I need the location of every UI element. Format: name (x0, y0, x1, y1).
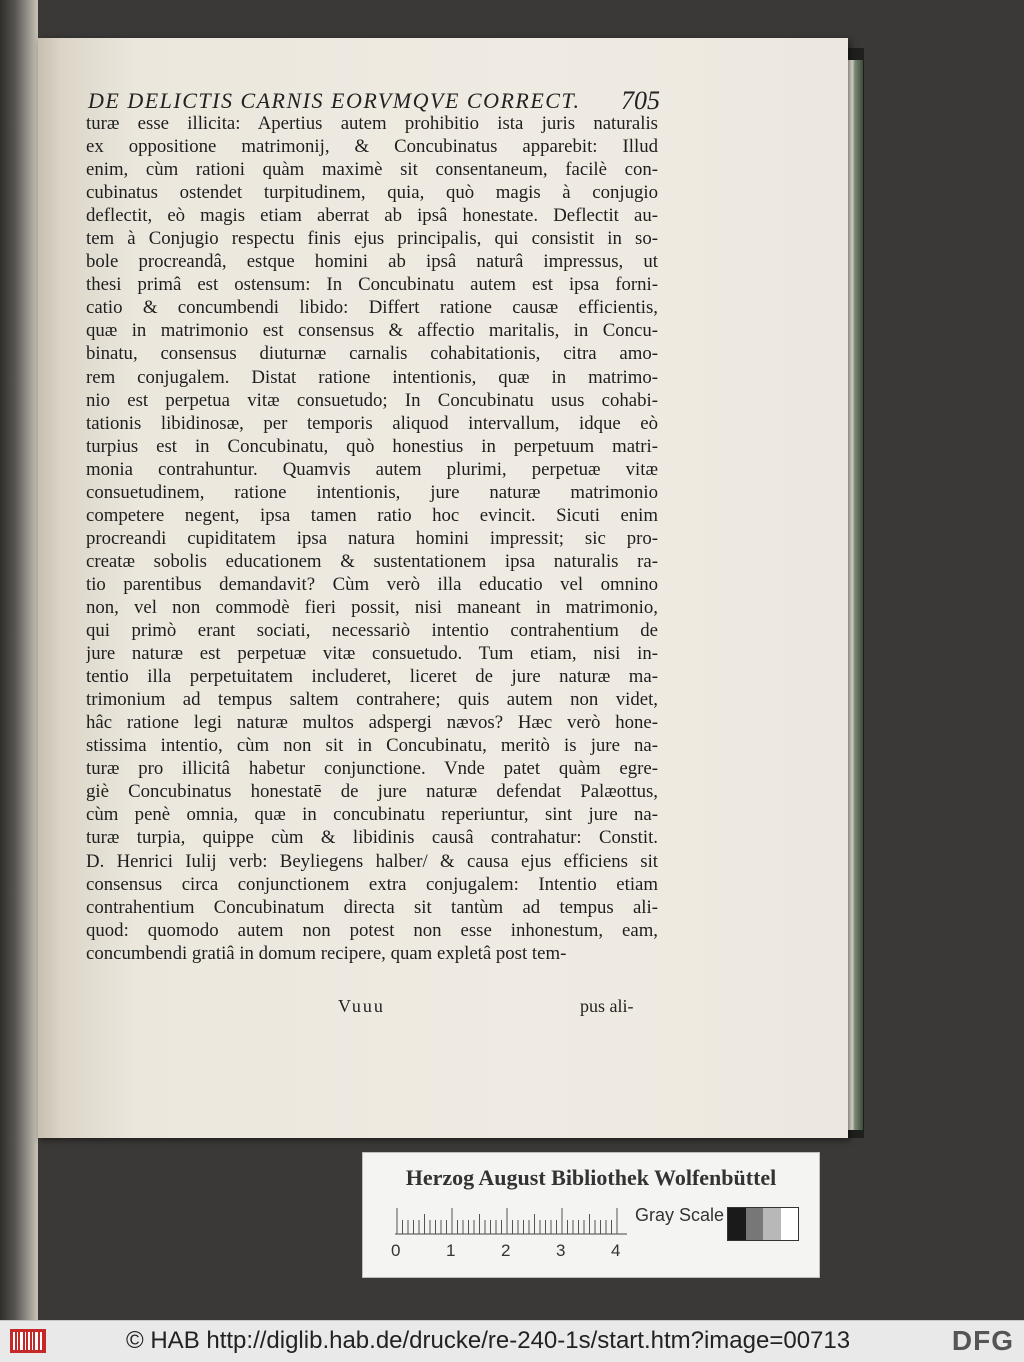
text-line: nio est perpetua vitæ consuetudo; In Concubinatu usus cohabi- (86, 389, 658, 411)
signature-mark: Vuuu (338, 996, 385, 1016)
text-line: quæ in matrimonio est consensus & affectio maritalis, in Concu- (86, 320, 658, 342)
text-line: cubinatus ostendet turpitudinem, quia, quò magis à conjugio (86, 182, 658, 204)
gray-scale-label: Gray Scale (635, 1205, 725, 1225)
ruler-number: 4 (611, 1241, 621, 1260)
scale-ruler (395, 1207, 627, 1235)
text-line: catio & concumbendi libido: Differt ratione causæ efficientis, (86, 297, 658, 319)
text-line: turæ esse illicita: Apertius autem prohibitio ista juris naturalis (86, 113, 658, 134)
text-line: turpius est in Concubinatu, quò honestius in perpetuum matri- (86, 435, 658, 457)
ruler-number: 2 (501, 1241, 511, 1260)
running-head-title: DE DELICTIS CARNIS EORVMQVE CORRECT. (88, 88, 581, 113)
text-line: tem à Conjugio respectu finis ejus principalis, qui consistit in so- (86, 228, 658, 250)
page-number: 705 (621, 86, 660, 115)
ruler-number: 3 (556, 1241, 566, 1260)
text-line: quod: quomodo autem non potest non esse inhonestum, eam, (86, 919, 658, 941)
text-line: binatu, consensus diuturnæ carnalis cohabitationis, citra amo- (86, 343, 658, 365)
body-text (86, 112, 658, 965)
text-line: deflectit, eò magis etiam aberrat ab ipsâ honestate. Deflectit au- (86, 205, 658, 227)
text-line: cùm penè omnia, quæ in concubinatu reperiuntur, sint jure na- (86, 804, 658, 826)
text-line: tationis libidinosæ, per temporis aliquod intervallum, idque eò (86, 412, 658, 434)
barcode-icon (10, 1329, 46, 1353)
text-line: turæ turpia, quippe cùm & libidinis causâ contrahatur: Constit. (86, 827, 658, 849)
footer-bar (0, 1320, 1024, 1362)
text-line: enim, cùm rationi quàm maximè sit consentaneum, facilè con- (86, 159, 658, 181)
book-left-edge (0, 0, 38, 1320)
text-line: non, vel non commodè fieri possit, nisi maneant in matrimonio, (86, 596, 658, 618)
ruler-ticks (395, 1207, 627, 1235)
library-name: Herzog August Bibliothek Wolfenbüttel (405, 1165, 777, 1190)
text-line: monia contrahuntur. Quamvis autem plurimi, perpetuæ vitæ (86, 458, 658, 480)
text-line: creatæ sobolis educationem & sustentationem ipsa naturalis ra- (86, 550, 658, 572)
text-line: consuetudinem, ratione intentionis, jure naturæ matrimonio (86, 481, 658, 503)
text-line: thesi primâ est ostensum: In Concubinatu autem est ipsa forni- (86, 274, 658, 296)
text-line: rem conjugalem. Distat ratione intentionis, quæ in matrimo- (86, 366, 658, 388)
text-line: stissima intentio, cùm non sit in Concubinatu, meritò is jure na- (86, 735, 658, 757)
text-line: concumbendi gratiâ in domum recipere, quam expletâ post tem- (86, 942, 567, 964)
gray-swatch (763, 1208, 781, 1240)
text-line: tio parentibus demandavit? Cùm verò illa educatio vel omnino (86, 573, 658, 595)
library-color-card (362, 1152, 820, 1278)
ruler-number: 0 (391, 1241, 401, 1260)
text-line: competere negent, ipsa tamen ratio hoc evincit. Sicuti enim (86, 504, 658, 526)
text-line: procreandi cupiditatem ipsa natura homini impressit; sic pro- (86, 527, 658, 549)
text-line: jure naturæ est perpetuæ vitæ consuetudo. Tum etiam, nisi in- (86, 643, 658, 665)
gray-swatch (746, 1208, 764, 1240)
text-line: turæ pro illicitâ habetur conjunctione. Vnde patet quàm egre- (86, 758, 658, 780)
text-line: contrahentium Concubinatum directa sit tantùm ad tempus ali- (86, 896, 658, 918)
text-line: D. Henrici Iulij verb: Beyliegens halber/ & causa ejus efficiens sit (86, 850, 658, 872)
copyright-url: © HAB http://diglib.hab.de/drucke/re-240-1s/start.htm?image=00713 (126, 1327, 851, 1354)
text-line: consensus circa conjunctionem extra conjugalem: Intentio etiam (86, 873, 658, 895)
text-line: bole procreandâ, estque homini ab ipsâ naturâ impressus, ut (86, 251, 658, 273)
text-line: ex oppositione matrimonij, & Concubinatus apparebit: Illud (86, 136, 658, 158)
gray-swatch (781, 1208, 799, 1240)
text-line: trimonium ad tempus saltem contrahere; quis autem non videt, (86, 689, 658, 711)
dfg-logo: DFG (951, 1325, 1014, 1356)
gray-scale-swatches (727, 1207, 799, 1241)
catchword: pus ali- (580, 996, 634, 1016)
text-line: hâc ratione legi naturæ multos adspergi nævos? Hæc verò hone- (86, 712, 658, 734)
text-line: giè Concubinatus honestatē de jure naturæ defendat Palæottus, (86, 781, 658, 803)
gray-swatch (728, 1208, 746, 1240)
ruler-number: 1 (446, 1241, 456, 1260)
text-line: qui primò erant sociati, necessariò intentio contrahentium de (86, 620, 658, 642)
text-line: tentio illa perpetuitatem includeret, liceret de jure naturæ ma- (86, 666, 658, 688)
